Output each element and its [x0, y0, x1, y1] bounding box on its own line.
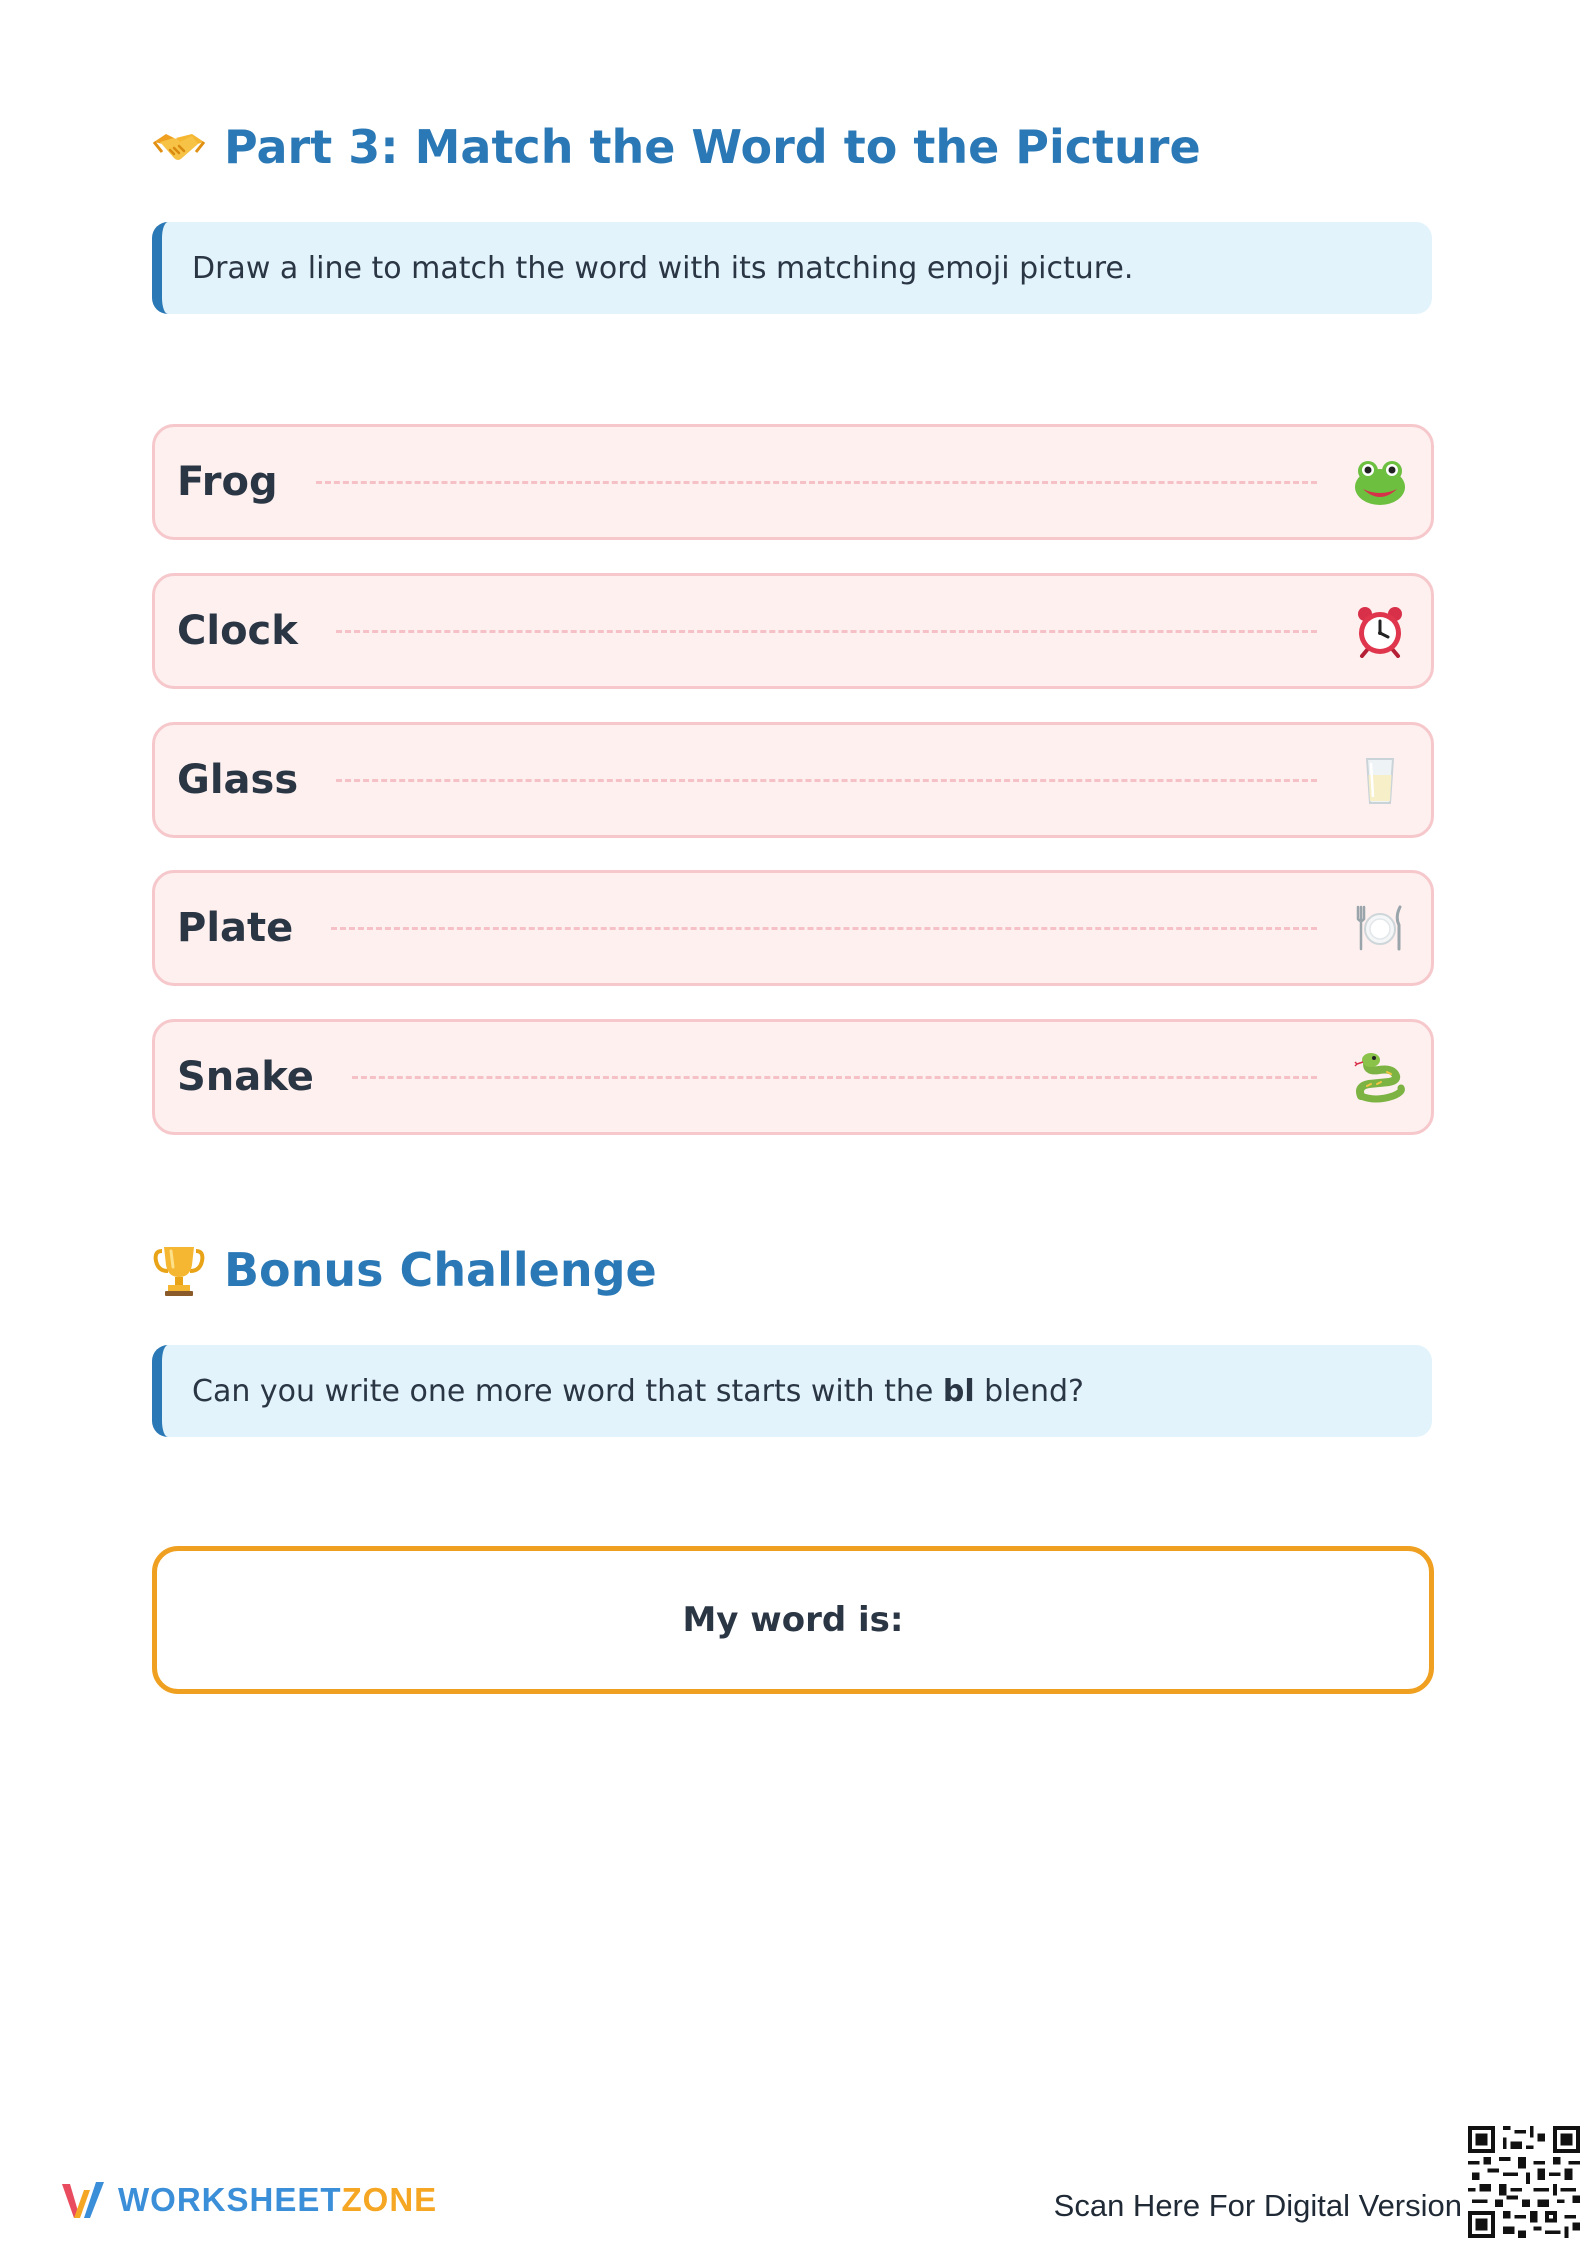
plate-with-cutlery-icon [1353, 901, 1407, 955]
match-word: Frog [177, 459, 278, 505]
bonus-instruction-end: blend? [974, 1373, 1084, 1409]
logo-text [118, 2181, 437, 2219]
snake-icon [1353, 1050, 1407, 1104]
trophy-icon [152, 1243, 206, 1297]
match-row-plate [152, 870, 1434, 986]
bonus-instruction [152, 1345, 1432, 1437]
handshake-icon [152, 120, 206, 174]
answer-box[interactable] [152, 1546, 1434, 1694]
match-row-clock [152, 573, 1434, 689]
bonus-instruction-text: Can you write one more word that starts with the [192, 1373, 943, 1409]
match-word: Clock [177, 608, 298, 654]
match-word: Plate [177, 905, 294, 951]
logo-text-zone: ZONE [341, 2181, 438, 2218]
scan-text: Scan Here For Digital Version [1053, 2188, 1462, 2223]
match-dashed-line[interactable] [336, 779, 1317, 782]
bonus-blend-bold: bl [942, 1373, 975, 1409]
match-row-glass [152, 722, 1434, 838]
logo-text-worksheet: WORKSHEET [118, 2181, 342, 2218]
match-dashed-line[interactable] [316, 481, 1317, 484]
match-word: Glass [177, 757, 299, 803]
answer-label: My word is: [682, 1600, 904, 1640]
part3-instruction: Draw a line to match the word with its matching emoji picture. [152, 222, 1432, 314]
frog-icon [1353, 455, 1407, 509]
worksheetzone-logo-icon [60, 2178, 106, 2222]
match-row-frog [152, 424, 1434, 540]
match-dashed-line[interactable] [331, 927, 1317, 930]
match-word: Snake [177, 1054, 314, 1100]
glass-of-milk-icon [1353, 753, 1407, 807]
part3-heading [152, 120, 1201, 174]
part3-title: Part 3: Match the Word to the Picture [224, 120, 1201, 174]
match-dashed-line[interactable] [336, 630, 1317, 633]
footer-logo [60, 2178, 437, 2222]
qr-code-icon[interactable] [1468, 2126, 1580, 2238]
bonus-title: Bonus Challenge [224, 1243, 657, 1297]
match-dashed-line[interactable] [352, 1076, 1317, 1079]
bonus-heading [152, 1243, 657, 1297]
alarm-clock-icon [1353, 604, 1407, 658]
match-row-snake [152, 1019, 1434, 1135]
